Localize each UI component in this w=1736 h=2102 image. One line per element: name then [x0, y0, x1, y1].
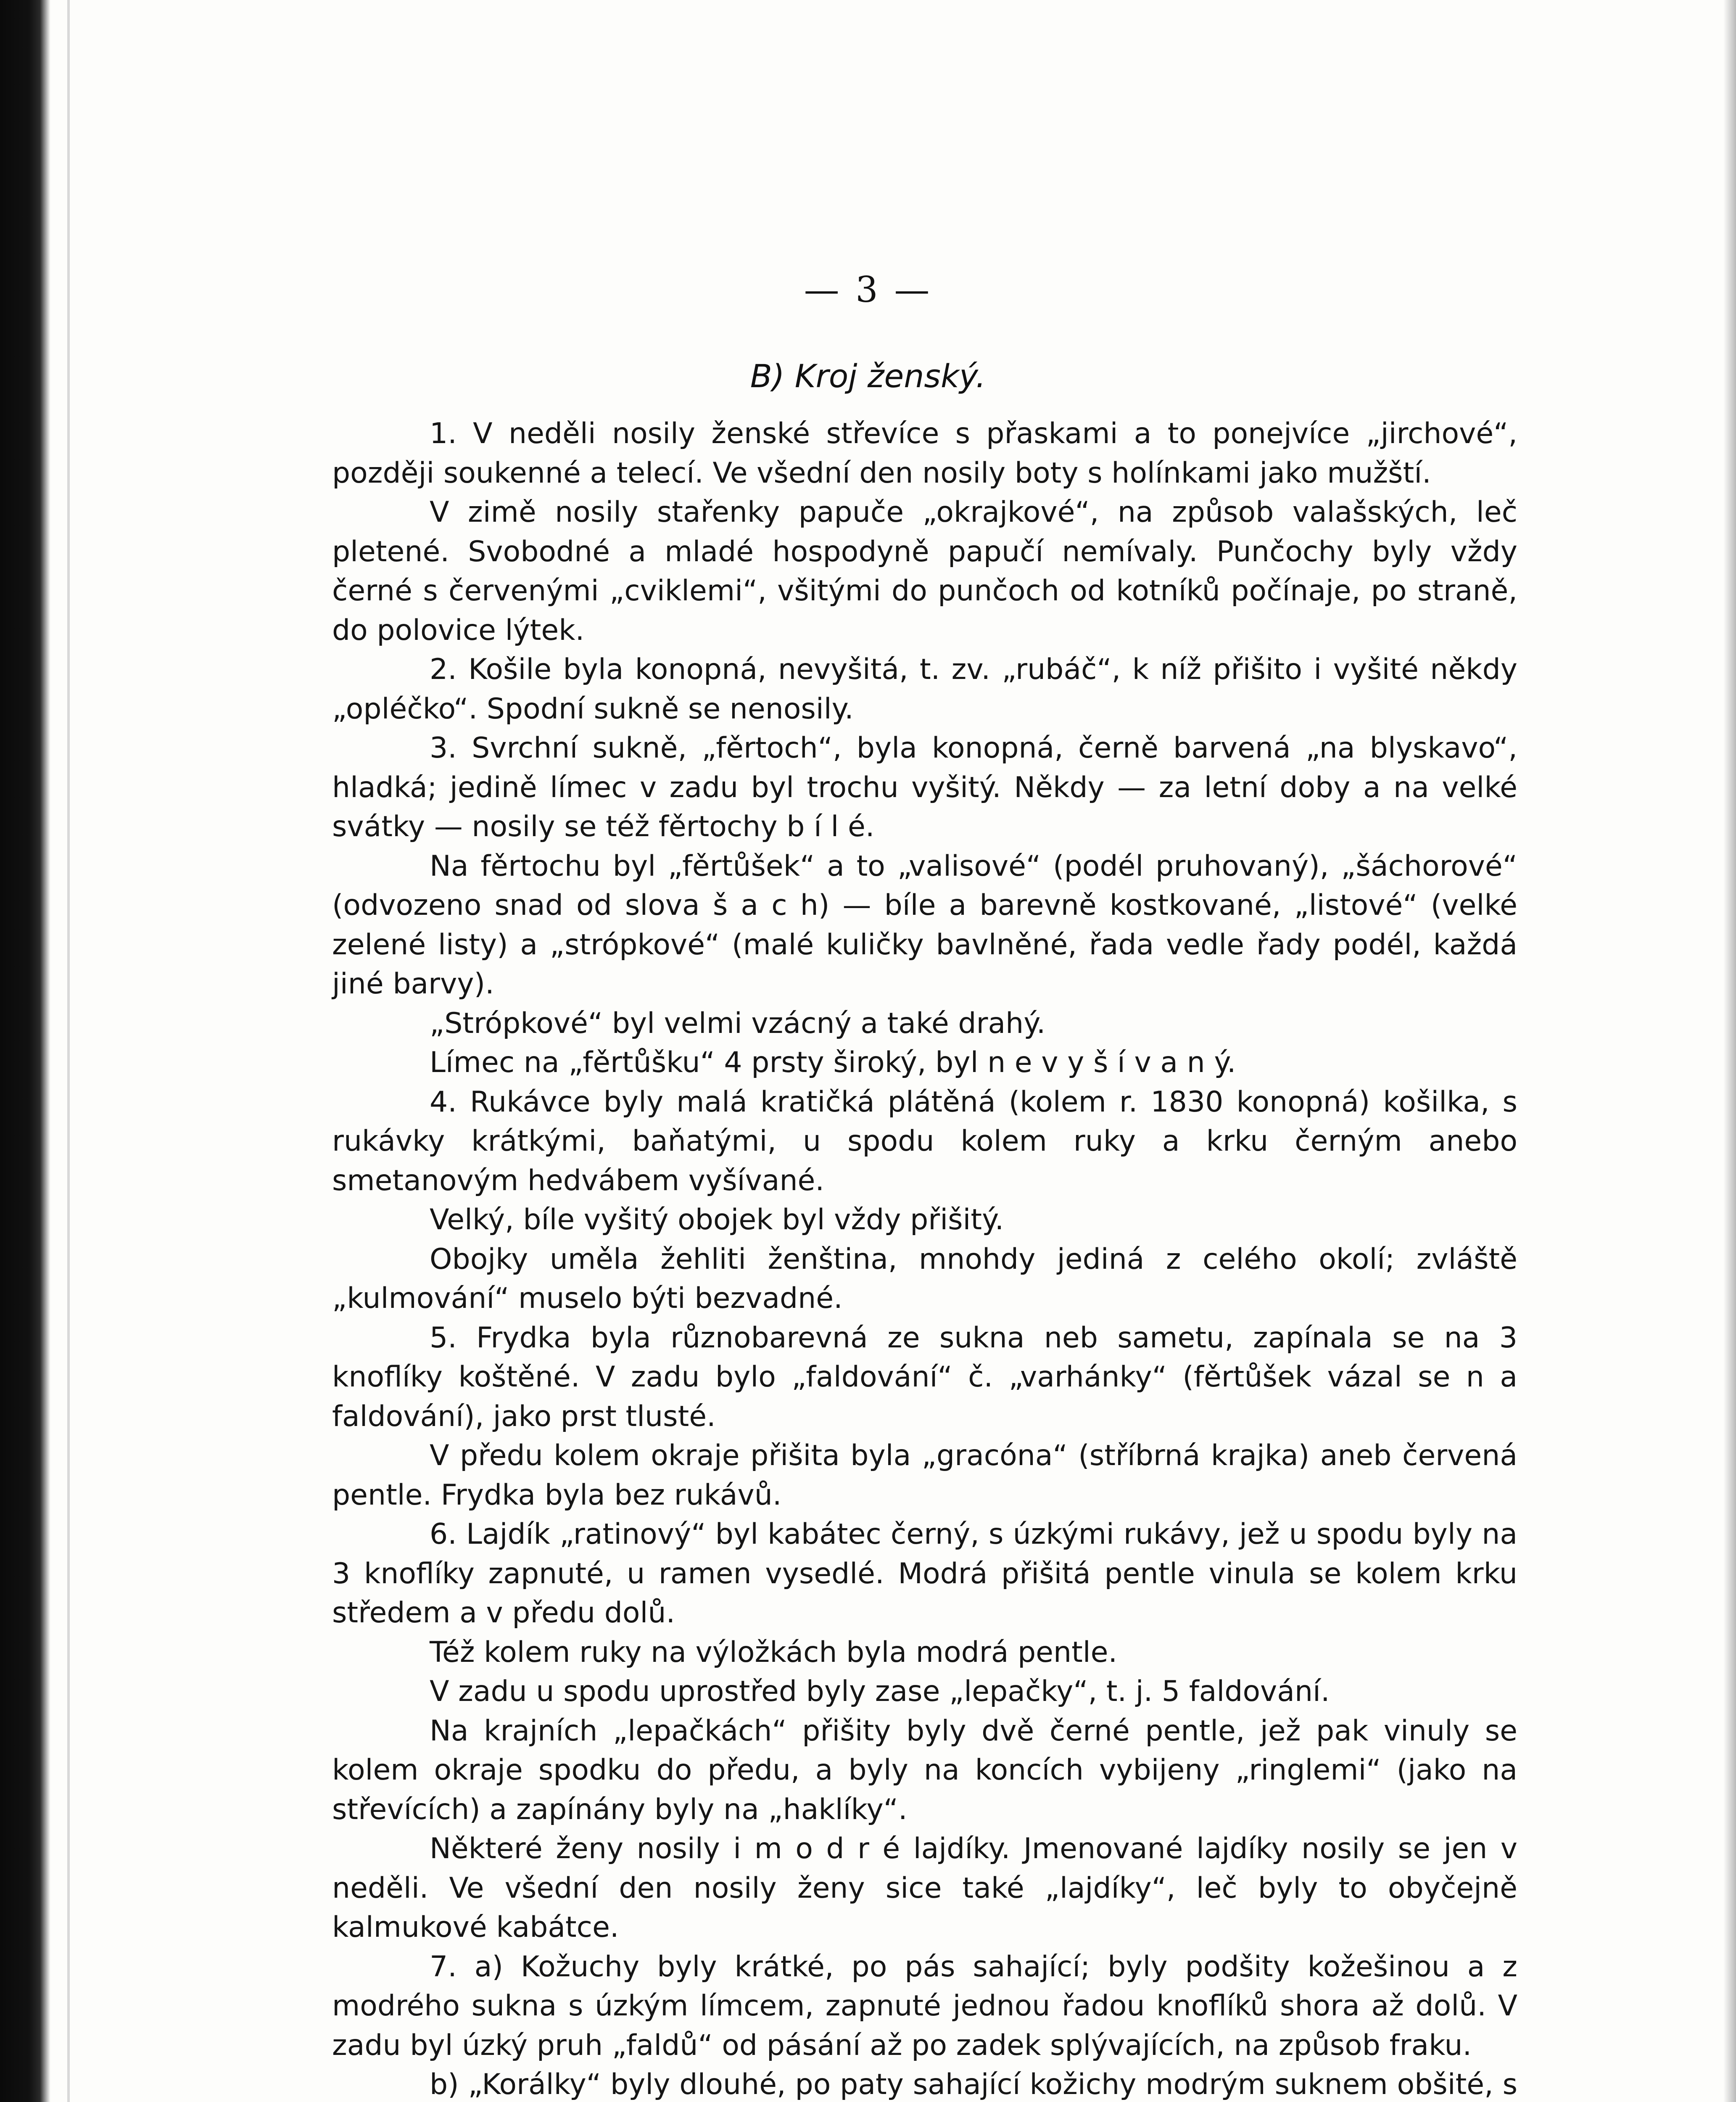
paragraph: Na fěrtochu byl „fěrtůšek“ a to „valisové“ (podél pruhovaný), „šáchorové“ (odvozeno snad od slova š a c h) — bíle a barevně kostkované, „listové“ (velké zelené listy) a „strópkové“ (malé kuličky bavlněné, řada vedle řady podél, každá jiné barvy). — [332, 849, 1517, 1001]
paragraph: 7. a) Kožuchy byly krátké, po pás sahající; byly podšity kožešinou a z modrého sukna s úzkým límcem, zapnuté jednou řadou knoflíků shora až dolů. V zadu byl úzký pruh „faldů“ od pásání až po zadek splývajících, na způsob fraku. — [332, 1950, 1517, 2062]
paragraph: 5. Frydka byla různobarevná ze sukna neb sametu, zapínala se na 3 knoflíky koštěné. V zadu bylo „faldování“ č. „varhánky“ (fěrtůšek vázal se n a faldování), jako prst tlusté. — [332, 1321, 1517, 1433]
page-number: — 3 — — [804, 269, 932, 310]
paragraph: Velký, bíle vyšitý obojek byl vždy přišitý. — [430, 1203, 1004, 1236]
paragraph: 6. Lajdík „ratinový“ byl kabátec černý, s úzkými rukávy, jež u spodu byly na 3 knoflíky zapnuté, u ramen vysedlé. Modrá přišitá pentle vinula se kolem krku středem a v předu dolů. — [332, 1518, 1517, 1629]
body-text — [332, 414, 1517, 2102]
page-edge-shadow — [1723, 0, 1736, 2102]
paragraph: Límec na „fěrtůšku“ 4 prsty široký, byl n e v y š í v a n ý. — [430, 1046, 1236, 1079]
paragraph: 1. V neděli nosily ženské střevíce s přaskami a to ponejvíce „jirchové“, později soukenné a telecí. Ve všední den nosily boty s holínkami jako mužští. — [332, 417, 1517, 490]
paragraph: 2. Košile byla konopná, nevyšitá, t. zv. „rubáč“, k níž přišito i vyšité někdy „opléčko“. Spodní sukně se nenosily. — [332, 653, 1517, 726]
paragraph: 4. Rukávce byly malá kratičká plátěná (kolem r. 1830 konopná) košilka, s rukávky krátkými, baňatými, u spodu kolem ruky a krku černým anebo smetanovým hedvábem vyšívané. — [332, 1085, 1517, 1197]
binding-gutter-line — [67, 0, 70, 2102]
binding-shadow — [0, 0, 50, 2102]
paragraph: V zimě nosily stařenky papuče „okrajkové“, na způsob valašských, leč pletené. Svobodné a mladé hospodyně papučí nemívaly. Punčochy byly vždy černé s červenými „cviklemi“, všitými do punčoch od kotníků počínaje, po straně, do polovice lýtek. — [332, 496, 1517, 647]
section-heading: B) Kroj ženský. — [750, 357, 986, 395]
paragraph: V předu kolem okraje přišita byla „gracóna“ (stříbrná krajka) aneb červená pentle. Frydka byla bez rukávů. — [332, 1439, 1517, 1512]
paragraph: b) „Korálky“ byly dlouhé, po paty sahající kožichy modrým suknem obšité, s — [430, 2068, 1517, 2101]
paragraph: Obojky uměla žehliti ženština, mnohdy jediná z celého okolí; zvláště „kulmování“ muselo býti bezvadné. — [332, 1242, 1517, 1315]
paragraph: „Strópkové“ byl velmi vzácný a také drahý. — [430, 1006, 1046, 1040]
paragraph: V zadu u spodu uprostřed byly zase „lepačky“, t. j. 5 faldování. — [430, 1675, 1330, 1708]
paragraph: 3. Svrchní sukně, „fěrtoch“, byla konopná, černě barvená „na blyskavo“, hladká; jedině límec v zadu byl trochu vyšitý. Někdy — za letní doby a na velké svátky — nosily se též fěrtochy b í l é. — [332, 731, 1517, 843]
paragraph: Na krajních „lepačkách“ přišity byly dvě černé pentle, jež pak vinuly se kolem okraje spodku do předu, a byly na koncích vybijeny „ringlemi“ (jako na střevících) a zapínány byly na „haklíky“. — [332, 1714, 1517, 1826]
paragraph: Některé ženy nosily i m o d r é lajdíky. Jmenované lajdíky nosily se jen v neděli. Ve všední den nosily ženy sice také „lajdíky“, leč byly to obyčejně kalmukové kabátce. — [332, 1832, 1517, 1944]
paragraph: Též kolem ruky na výložkách byla modrá pentle. — [430, 1635, 1118, 1669]
